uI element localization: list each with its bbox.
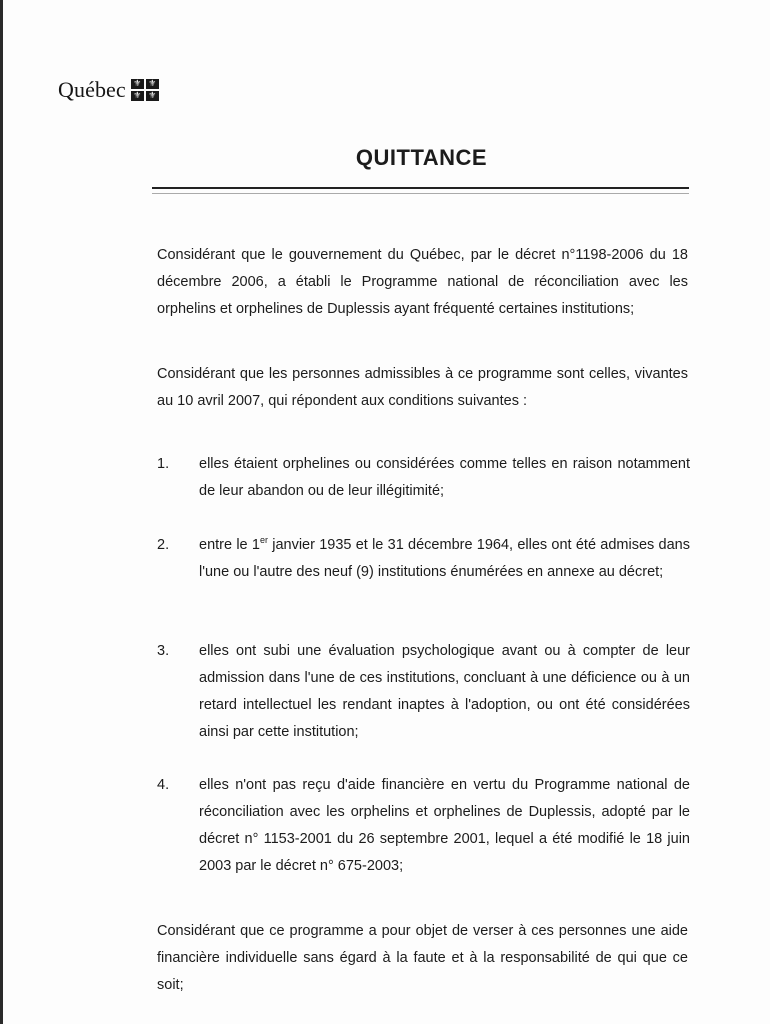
paragraph-3: Considérant que ce programme a pour objet de verser à ces personnes une aide financière individuelle sans égard à la faute et à la responsabilité de qui que ce soit; bbox=[157, 923, 688, 993]
title-underline bbox=[152, 187, 689, 189]
fleur-de-lis-icon: ⚜ ⚜ ⚜ ⚜ bbox=[131, 79, 159, 101]
paragraph-1: Considérant que le gouvernement du Québec, par le décret n°1198-2006 du 18 décembre 2006, a établi le Programme national de réconciliation avec les orphelins et orphelines de Duplessis ayant fréquenté certaines institutions; bbox=[157, 247, 688, 317]
title-underline-secondary bbox=[152, 193, 689, 194]
quebec-logo bbox=[58, 77, 159, 103]
ordinal-superscript: er bbox=[259, 535, 268, 546]
paragraph-2: Considérant que les personnes admissibles à ce programme sont celles, vivantes au 10 avril 2007, qui répondent aux conditions suivantes : bbox=[157, 366, 688, 409]
list-item-3 bbox=[157, 638, 690, 746]
list-item-text-end: janvier 1935 et le 31 décembre 1964, elles ont été admises dans l'une ou l'autre des neuf (9) institutions énumérées en annexe au décret; bbox=[199, 537, 690, 580]
list-number: 3. bbox=[157, 643, 170, 659]
list-number: 2. bbox=[157, 537, 170, 553]
list-item-text: elles n'ont pas reçu d'aide financière en vertu du Programme national de réconciliation avec les orphelins et orphelines de Duplessis, adopté par le décret n° 1153-2001 du 26 septembre 2001, lequel a été modifié le 18 juin 2003 par le décret n° 675-2003; bbox=[199, 777, 690, 874]
list-item-text-start: entre le 1 bbox=[199, 537, 260, 553]
list-item-2 bbox=[157, 532, 690, 586]
list-number: 1. bbox=[157, 456, 170, 472]
list-item-text: elles ont subi une évaluation psychologique avant ou à compter de leur admission dans l'une de ces institutions, concluant à une déficience ou à un retard intellectuel les rendant inaptes à l'adoption, ou ont été considérées ainsi par cette institution; bbox=[199, 643, 690, 740]
list-item-1 bbox=[157, 451, 690, 505]
logo-wordmark: Québec bbox=[58, 77, 126, 102]
document-title: QUITTANCE bbox=[355, 145, 488, 170]
list-number: 4. bbox=[157, 777, 170, 793]
list-item-text bbox=[199, 532, 690, 586]
list-item-4 bbox=[157, 772, 690, 880]
list-item-text: elles étaient orphelines ou considérées comme telles en raison notamment de leur abandon ou de leur illégitimité; bbox=[199, 456, 690, 499]
